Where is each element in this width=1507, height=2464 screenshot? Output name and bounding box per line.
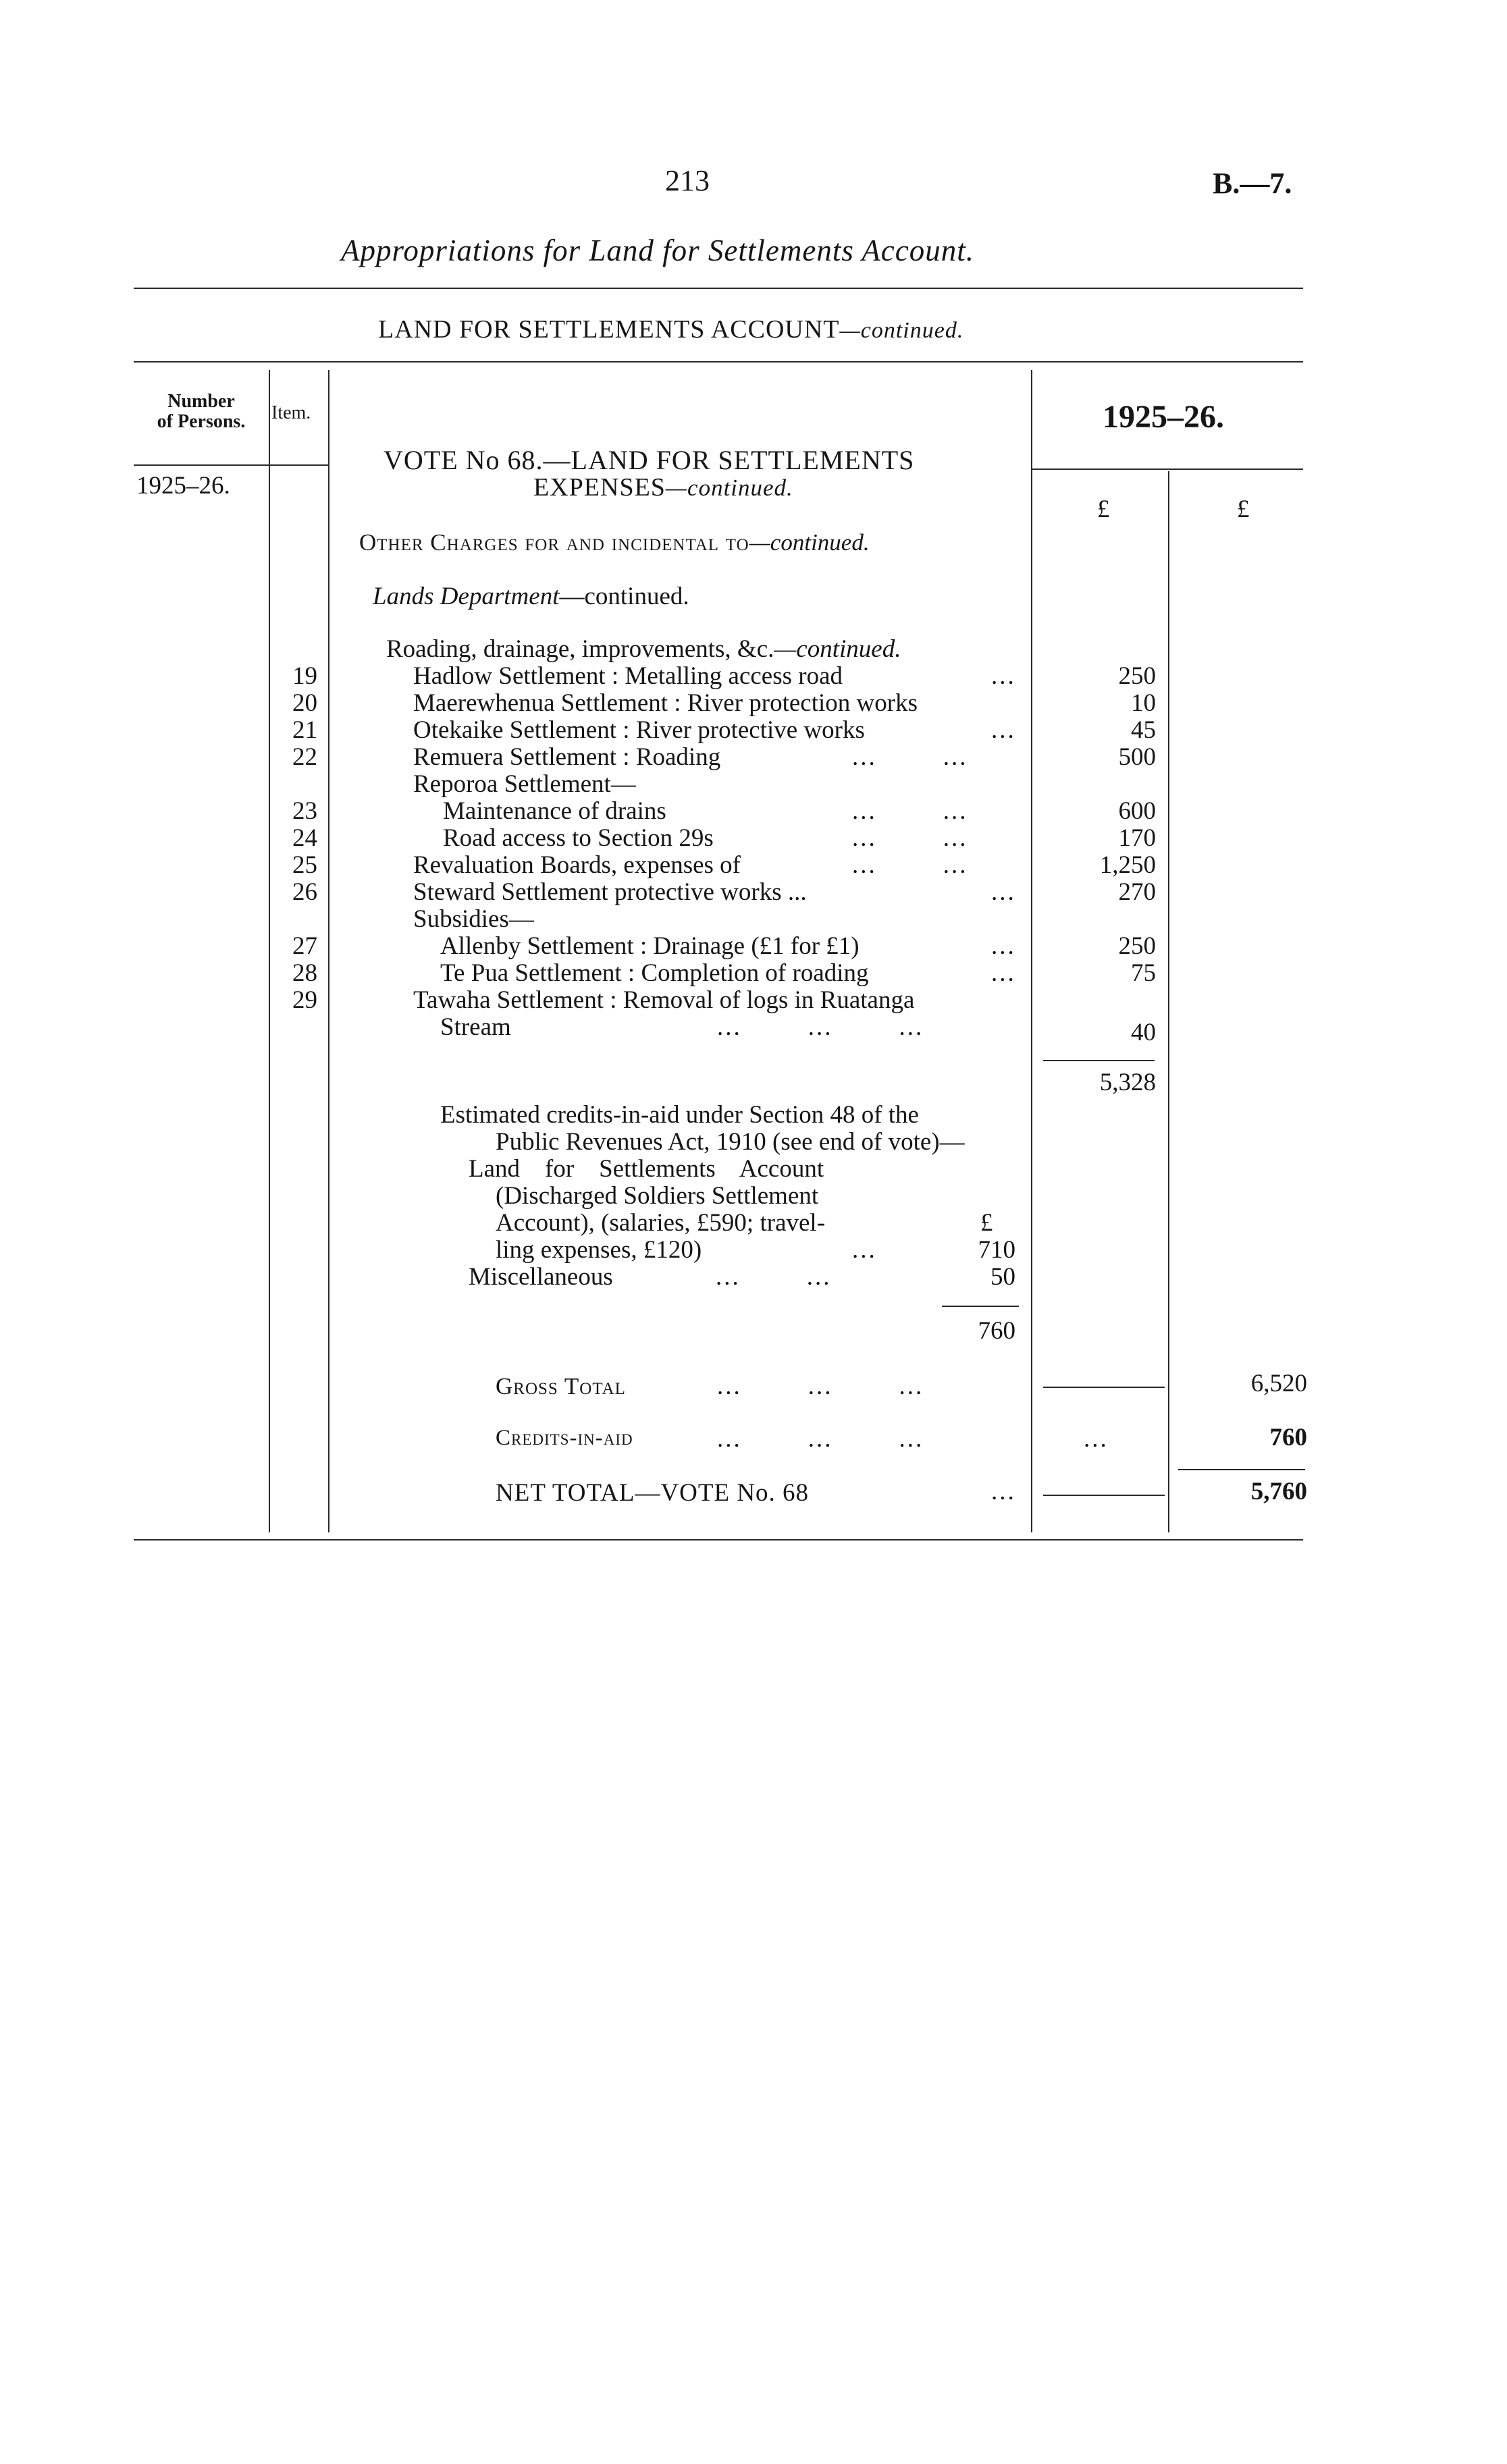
item-description: Stream	[440, 1013, 511, 1041]
item-leader-dots: ...	[991, 716, 1016, 744]
vote-title-line2-suffix: —continued.	[665, 475, 793, 501]
item-leader-dots: ...	[991, 662, 1016, 690]
roading-heading-main: Roading, drainage, improvements, &c.	[386, 635, 774, 663]
item-number: 28	[292, 959, 317, 987]
section-title-suffix: —continued.	[839, 318, 964, 343]
section-title	[378, 315, 963, 344]
department-suffix: —continued.	[559, 583, 689, 610]
net-total-amount: 5,760	[1250, 1478, 1307, 1505]
item-description: Te Pua Settlement : Completion of roading	[440, 959, 869, 987]
item-number: 25	[292, 851, 317, 879]
vote-title-line2	[533, 473, 793, 502]
item-description: Road access to Section 29s	[443, 824, 714, 852]
item-number: 23	[292, 797, 317, 825]
other-charges-main: Other Charges for and incidental to	[359, 529, 749, 556]
rule-net-total	[1178, 1469, 1305, 1470]
item-leader-dots: ...	[991, 959, 1016, 987]
item-amount: 500	[1118, 743, 1156, 771]
credits-line-1: Estimated credits-in-aid under Section 48 of the	[440, 1101, 919, 1129]
item-number: 27	[292, 932, 317, 960]
item-description: Maintenance of drains	[443, 797, 666, 825]
rule-net-total-col1	[1043, 1495, 1165, 1496]
item-leader-dots: ... ...	[852, 851, 968, 879]
other-charges-suffix: —continued.	[749, 529, 870, 556]
header-year: 1925–26.	[1103, 399, 1224, 435]
item-amount: 40	[1131, 1019, 1156, 1046]
credits-misc-label: Miscellaneous	[469, 1263, 613, 1291]
credits-line-6: ling expenses, £120)	[496, 1236, 702, 1264]
header-item: Item.	[271, 402, 311, 423]
credits-in-aid-label: Credits-in-aid	[496, 1426, 633, 1450]
item-number: 19	[292, 662, 317, 690]
item-description: Tawaha Settlement : Removal of logs in Ruatanga	[413, 986, 915, 1014]
item-number: 21	[292, 716, 317, 744]
credits-misc-dots: ... ...	[716, 1263, 832, 1291]
rule-col-amount	[1168, 471, 1169, 1532]
roading-heading-suffix: —continued.	[774, 635, 901, 663]
item-description: Steward Settlement protective works ...	[413, 878, 807, 906]
rule-item-header	[269, 464, 328, 466]
credits-line-5: Account), (salaries, £590; travel-	[496, 1209, 826, 1237]
department-heading	[373, 583, 689, 610]
item-amount: 10	[1131, 689, 1156, 717]
item-description: Maerewhenua Settlement : River protection works	[413, 689, 918, 717]
rule-col-persons	[269, 370, 270, 1532]
vote-title-line2-main: EXPENSES	[533, 473, 666, 502]
item-amount: 45	[1131, 716, 1156, 744]
pound-sign-col2: £	[1237, 496, 1250, 523]
item-leader-dots: ... ...	[852, 824, 968, 852]
item-amount: 170	[1118, 824, 1156, 852]
net-total-dots: ...	[991, 1478, 1016, 1505]
roading-heading	[386, 636, 901, 663]
header-number-of-persons: Number of Persons.	[157, 391, 246, 432]
item-number: 29	[292, 986, 317, 1014]
gross-total-dots: ... ... ...	[717, 1372, 924, 1400]
rule-subtotal	[1043, 1060, 1155, 1061]
credits-amount-2: 50	[990, 1263, 1015, 1291]
rule-gross-total	[1043, 1387, 1165, 1388]
pound-sign-col1: £	[1097, 496, 1110, 523]
item-amount: 270	[1118, 878, 1156, 906]
credits-in-aid-amount: 760	[1269, 1424, 1307, 1451]
item-description: Remuera Settlement : Roading	[413, 743, 721, 771]
item-leader-dots: ...	[991, 878, 1016, 906]
item-description: Revaluation Boards, expenses of	[413, 851, 741, 879]
item-number: 20	[292, 689, 317, 717]
rule-table-top	[134, 361, 1303, 363]
item-description: Allenby Settlement : Drainage (£1 for £1)	[440, 932, 860, 960]
running-title: Appropriations for Land for Settlements Account.	[341, 234, 974, 267]
rule-credits-total	[942, 1306, 1019, 1307]
vote-title-line1: VOTE No 68.—LAND FOR SETTLEMENTS	[384, 445, 915, 475]
item-description: Subsidies—	[413, 905, 534, 933]
item-description: Otekaike Settlement : River protective works	[413, 716, 865, 744]
item-amount: 250	[1118, 932, 1156, 960]
department-main: Lands Department	[373, 583, 560, 610]
item-description: Reporoa Settlement—	[413, 770, 636, 798]
credits-leader-dots: ...	[852, 1236, 877, 1264]
page-number: 213	[665, 164, 710, 197]
item-description: Hadlow Settlement : Metalling access road	[413, 662, 843, 690]
item-number: 22	[292, 743, 317, 771]
item-leader-dots: ... ...	[852, 743, 968, 771]
item-leader-dots: ... ... ...	[717, 1013, 924, 1041]
year-persons: 1925–26.	[136, 472, 230, 500]
rule-table-bottom	[134, 1539, 1303, 1541]
credits-line-4: (Discharged Soldiers Settlement	[496, 1182, 819, 1210]
credits-in-aid-dots: ... ... ...	[717, 1425, 924, 1453]
item-amount: 600	[1118, 797, 1156, 825]
credits-pound-sign: £	[980, 1209, 993, 1237]
rule-persons-header	[134, 464, 269, 466]
credits-in-aid-col1: ...	[1084, 1425, 1109, 1453]
item-leader-dots: ... ...	[852, 797, 968, 825]
net-total-label: NET TOTAL—VOTE No. 68	[496, 1479, 810, 1507]
credits-line-2: Public Revenues Act, 1910 (see end of vote)—	[496, 1128, 965, 1156]
item-leader-dots: ...	[991, 932, 1016, 960]
item-amount: 250	[1118, 662, 1156, 690]
document-code: B.—7.	[1213, 167, 1292, 200]
gross-total-label: Gross Total	[496, 1373, 626, 1399]
item-amount: 75	[1131, 959, 1156, 987]
credits-amount-1: 710	[978, 1236, 1015, 1264]
rule-col-item	[328, 370, 329, 1532]
rule-col-text	[1031, 370, 1032, 1532]
rule-amount-header	[1031, 468, 1303, 470]
gross-total-amount: 6,520	[1250, 1370, 1307, 1397]
other-charges-heading	[359, 529, 870, 556]
credits-line-3: Land for Settlements Account	[469, 1155, 824, 1183]
rule-top	[134, 288, 1303, 289]
credits-total: 760	[978, 1317, 1015, 1345]
item-amount: 1,250	[1099, 851, 1156, 879]
item-number: 26	[292, 878, 317, 906]
item-number: 24	[292, 824, 317, 852]
section-title-main: LAND FOR SETTLEMENTS ACCOUNT	[378, 315, 840, 344]
subtotal-amount: 5,328	[1099, 1069, 1156, 1096]
